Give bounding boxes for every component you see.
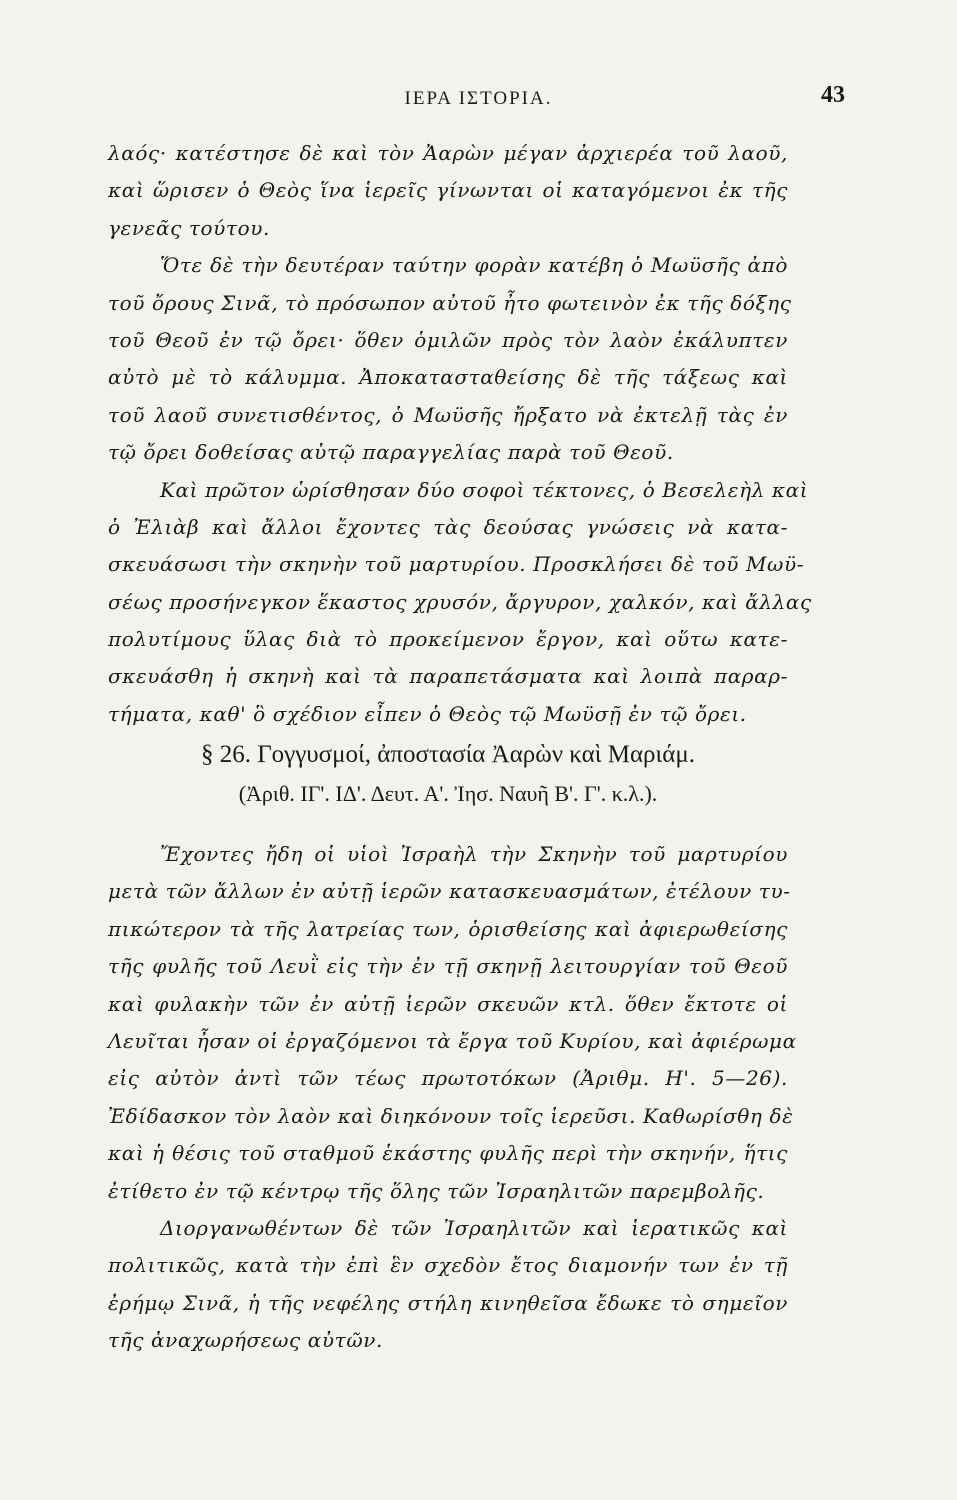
running-title: ΙΕΡΑ ΙΣΤΟΡΙΑ. [404, 88, 553, 109]
text-line: πολιτικῶς, κατὰ τὴν ἐπὶ ἓν σχεδὸν ἔτος διαμονήν των ἐν τῇ [108, 1253, 788, 1278]
text-line: τῆς ἀναχωρήσεως αὐτῶν. [108, 1328, 383, 1353]
text-line: σέως προσήνεγκον ἕκαστος χρυσόν, ἄργυρον, χαλκόν, καὶ ἄλλας [108, 589, 812, 614]
text-line: λαός· κατέστησε δὲ καὶ τὸν Ἀαρὼν μέγαν ἀρχιερέα τοῦ λαοῦ, [108, 141, 788, 165]
text-line: αὐτὸ μὲ τὸ κάλυμμα. Ἀποκατασταθείσης δὲ τῆς τάξεως καὶ [108, 365, 788, 390]
text-line: τῷ ὄρει δοθείσας αὐτῷ παραγγελίας παρὰ τοῦ Θεοῦ. [108, 440, 674, 465]
text-line: τῆς φυλῆς τοῦ Λευῒ εἰς τὴν ἐν τῇ σκηνῇ λειτουργίαν τοῦ Θεοῦ [108, 954, 788, 979]
text-line: ἐρήμῳ Σινᾶ, ἡ τῆς νεφέλης στήλη κινηθεῖσα ἔδωκε τὸ σημεῖον [108, 1290, 788, 1315]
text-line: Καὶ πρῶτον ὡρίσθησαν δύο σοφοὶ τέκτονες, ὁ Βεσελεὴλ καὶ [160, 477, 809, 502]
text-line: ὁ Ἐλιὰβ καὶ ἄλλοι ἔχοντες τὰς δεούσας γνώσεις νὰ κατα- [108, 514, 788, 539]
text-line: Ἐδίδασκον τὸν λαὸν καὶ διηκόνουν τοῖς ἱερεῦσι. Καθωρίσθη δὲ [108, 1103, 794, 1128]
body-text-top [108, 135, 812, 733]
text-line: τοῦ λαοῦ συνετισθέντος, ὁ Μωϋσῆς ἤρξατο νὰ ἐκτελῇ τὰς ἐν [108, 402, 788, 427]
text-line: Ἔχοντες ἤδη οἱ υἱοὶ Ἰσραὴλ τὴν Σκηνὴν τοῦ μαρτυρίου [160, 842, 788, 866]
text-line: πικώτερον τὰ τῆς λατρείας των, ὁρισθείσης καὶ ἀφιερωθείσης [108, 916, 788, 941]
text-line: γενεᾶς τούτου. [108, 215, 270, 240]
text-line: ἐτίθετο ἐν τῷ κέντρῳ τῆς ὅλης τῶν Ἰσραηλιτῶν παρεμβολῆς. [108, 1178, 765, 1203]
section-references: (Ἀριθ. ΙΓ'. ΙΔ'. Δευτ. Α'. Ἰησ. Ναυῆ Β'. Γ'. κ.λ.). [238, 781, 658, 806]
text-line: καὶ ὥρισεν ὁ Θεὸς ἵνα ἱερεῖς γίνωνται οἱ καταγόμενοι ἐκ τῆς [108, 178, 788, 203]
text-line: τοῦ Θεοῦ ἐν τῷ ὄρει· ὅθεν ὁμιλῶν πρὸς τὸν λαὸν ἐκάλυπτεν [108, 327, 788, 352]
section-title: § 26. Γογγυσμοί, ἀποστασία Ἀαρὼν καὶ Μαριάμ. [200, 741, 696, 768]
text-line: εἰς αὐτὸν ἀντὶ τῶν τέως πρωτοτόκων (Ἀριθμ. Η'. 5—26). [108, 1066, 788, 1091]
text-line: καὶ φυλακὴν τῶν ἐν αὐτῇ ἱερῶν σκευῶν κτλ. ὅθεν ἔκτοτε οἱ [108, 991, 788, 1016]
text-line: τοῦ ὄρους Σινᾶ, τὸ πρόσωπον αὐτοῦ ἦτο φωτεινὸν ἐκ τῆς δόξης [108, 290, 792, 315]
section-heading [108, 736, 788, 814]
text-line: Διοργανωθέντων δὲ τῶν Ἰσραηλιτῶν καὶ ἱερατικῶς καὶ [160, 1215, 788, 1240]
text-line: σκευάσωσι τὴν σκηνὴν τοῦ μαρτυρίου. Προσκλήσει δὲ τοῦ Μωϋ- [108, 552, 805, 577]
text-line: Ὅτε δὲ τὴν δευτέραν ταύτην φορὰν κατέβη ὁ Μωϋσῆς ἀπὸ [160, 253, 788, 278]
text-line: Λευῖται ἦσαν οἱ ἐργαζόμενοι τὰ ἔργα τοῦ Κυρίου, καὶ ἀφιέρωμα [108, 1028, 797, 1053]
running-header [0, 82, 957, 118]
body-text-bottom [108, 836, 797, 1359]
text-line: καὶ ἡ θέσις τοῦ σταθμοῦ ἑκάστης φυλῆς περὶ τὴν σκηνήν, ἥτις [108, 1141, 788, 1166]
text-line: σκευάσθη ἡ σκηνὴ καὶ τὰ παραπετάσματα καὶ λοιπὰ παραρ- [108, 664, 788, 689]
text-line: πολυτίμους ὕλας διὰ τὸ προκείμενον ἔργον, καὶ οὕτω κατε- [108, 627, 788, 652]
page-number: 43 [821, 82, 845, 108]
text-line: μετὰ τῶν ἄλλων ἐν αὐτῇ ἱερῶν κατασκευασμάτων, ἐτέλουν τυ- [108, 879, 791, 904]
text-line: τήματα, καθ' ὃ σχέδιον εἶπεν ὁ Θεὸς τῷ Μωϋσῇ ἐν τῷ ὄρει. [108, 701, 747, 726]
